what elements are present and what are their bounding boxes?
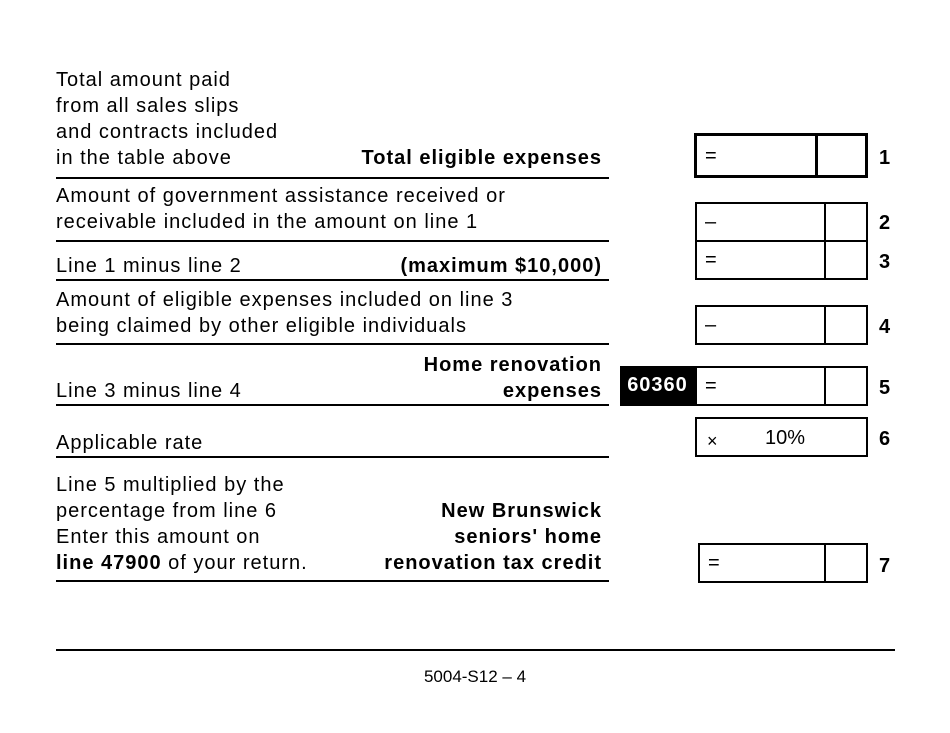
line-6-rate-value: 10% [765,427,806,449]
divider [56,404,609,406]
equals-sign: = [705,249,717,271]
line-2-cents-field[interactable] [824,202,868,242]
line-1-amount-field[interactable] [694,133,868,178]
line-3-cents-field[interactable] [824,240,868,280]
footer-rule [56,649,895,651]
line-7-amount-field[interactable] [698,543,868,583]
line-5-cents-field[interactable] [824,366,868,406]
divider [56,580,609,582]
divider [56,456,609,458]
line-6-rate-box [695,417,868,457]
line-4-number: 4 [879,316,891,338]
line-5-desc: Line 3 minus line 4 [56,380,242,402]
line-6-number: 6 [879,428,891,450]
line-5-label: Home renovation expenses [423,354,602,402]
line-5-code-badge: 60360 [620,366,695,406]
line-3-label: (maximum $10,000) [400,255,602,277]
line-2-amount-field[interactable] [695,202,868,242]
equals-sign: = [705,144,717,167]
line-7-cents-field[interactable] [824,543,868,583]
line-1-desc: Total amount paid from all sales slips and contracts included in the table above [56,69,279,169]
line-6-desc: Applicable rate [56,432,204,454]
line-7-label: New Brunswick seniors' home renovation tax credit [384,500,602,574]
minus-sign: – [705,211,717,233]
line-7-desc: Line 5 multiplied by the percentage from line 6 Enter this amount on line 47900 of your return. [56,474,308,574]
line-2-number: 2 [879,212,891,234]
line-5-amount-field[interactable] [695,366,868,406]
line-1-label: Total eligible expenses [361,147,602,169]
line-1-number: 1 [879,147,891,169]
divider [56,343,609,345]
equals-sign: = [708,552,720,574]
line-5-number: 5 [879,377,891,399]
line-2-desc: Amount of government assistance received or receivable included in the amount on line 1 [56,185,506,233]
line-3-desc: Line 1 minus line 2 [56,255,242,277]
equals-sign: = [705,375,717,397]
line-reference: line 47900 [56,552,162,574]
line-4-desc: Amount of eligible expenses included on line 3 being claimed by other eligible individuals [56,289,514,337]
line-3-number: 3 [879,251,891,273]
line-1-cents-field[interactable] [815,133,868,178]
minus-sign: – [705,314,717,336]
line-4-amount-field[interactable] [695,305,868,345]
divider [56,177,609,179]
line-4-cents-field[interactable] [824,305,868,345]
page-footer: 5004-S12 – 4 [423,667,527,686]
line-7-number: 7 [879,555,891,577]
divider [56,279,609,281]
line-3-amount-field[interactable] [695,240,868,280]
multiply-sign: × [707,431,718,451]
divider [56,240,609,242]
